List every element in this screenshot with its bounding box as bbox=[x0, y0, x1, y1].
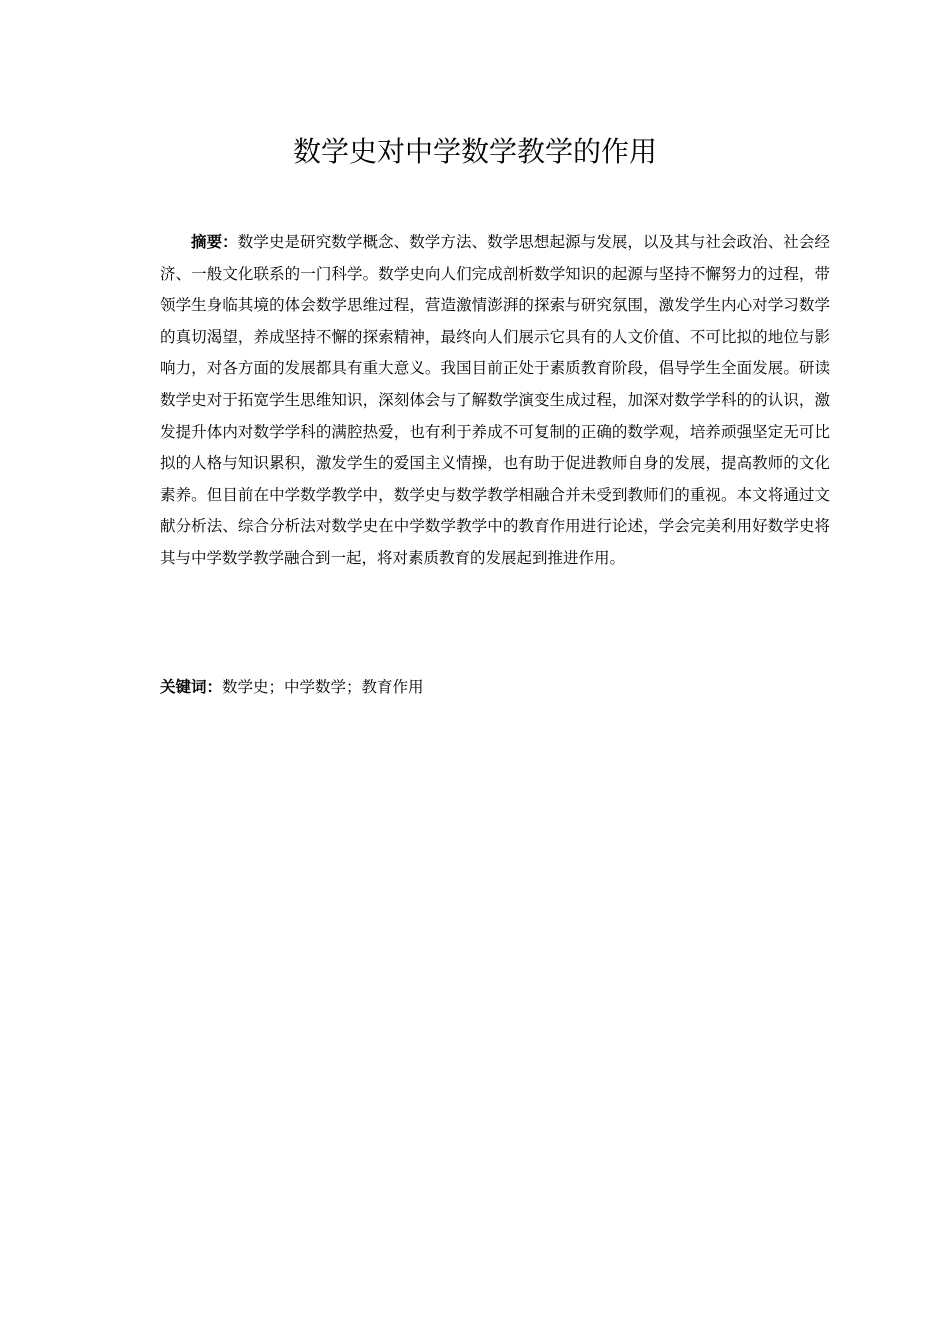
keywords-line bbox=[160, 671, 830, 704]
abstract-paragraph bbox=[160, 226, 830, 575]
abstract-label: 摘要： bbox=[191, 232, 238, 251]
keywords-label: 关键词： bbox=[160, 677, 223, 696]
abstract-text: 数学史是研究数学概念、数学方法、数学思想起源与发展，以及其与社会政治、社会经济、一般文化联系的一门科学。数学史向人们完成剖析数学知识的起源与坚持不懈努力的过程，带领学生身临其境的体会数学思维过程，营造激情澎湃的探索与研究氛围，激发学生内心对学习数学的真切渴望，养成坚持不懈的探索精神，最终向人们展示它具有的人文价值、不可比拟的地位与影响力，对各方面的发展都具有重大意义。我国目前正处于素质教育阶段，倡导学生全面发展。研读数学史对于拓宽学生思维知识，深刻体会与了解数学演变生成过程，加深对数学学科的的认识，激发提升体内对数学学科的满腔热爱，也有利于养成不可复制的正确的数学观，培养顽强坚定无可比拟的人格与知识累积，激发学生的爱国主义情操，也有助于促进教师自身的发展，提高教师的文化素养。但目前在中学数学教学中，数学史与数学教学相融合并未受到教师们的重视。本文将通过文献分析法、综合分析法对数学史在中学数学教学中的教育作用进行论述，学会完美利用好数学史将其与中学数学教学融合到一起，将对素质教育的发展起到推进作用。 bbox=[160, 233, 830, 567]
keywords-text: 数学史；中学数学；教育作用 bbox=[222, 678, 424, 696]
page-title: 数学史对中学数学教学的作用 bbox=[292, 135, 657, 168]
